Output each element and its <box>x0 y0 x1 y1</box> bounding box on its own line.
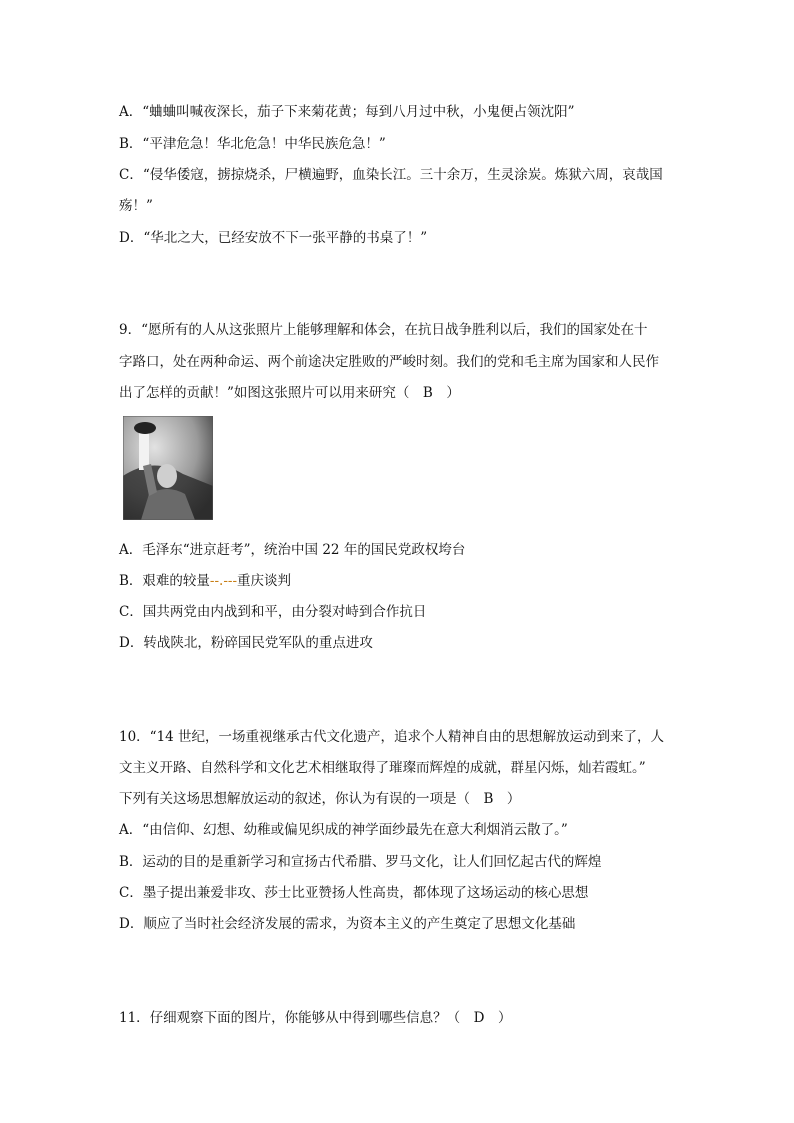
q10-option-b: B．运动的目的是重新学习和宣扬古代希腊、罗马文化，让人们回忆起古代的辉煌 <box>119 854 602 870</box>
q10-option-d: D．顺应了当时社会经济发展的需求，为资本主义的产生奠定了思想文化基础 <box>119 916 576 932</box>
q9-option-d: D．转战陕北，粉碎国民党军队的重点进攻 <box>119 635 373 651</box>
q11-stem: 11．仔细观察下面的图片，你能够从中得到哪些信息？（ D ） <box>119 1010 512 1026</box>
q8-option-d: D．“华北之大，已经安放不下一张平静的书桌了！” <box>119 230 428 246</box>
q10-option-c: C．墨子提出兼爱非攻、莎士比亚赞扬人性高贵，都体现了这场运动的核心思想 <box>119 885 589 901</box>
q10-stem-line2: 文主义开路、自然科学和文化艺术相继取得了璀璨而辉煌的成就，群星闪烁，灿若霞虹。” <box>119 760 646 776</box>
q8-option-a: A．“蛐蛐叫喊夜深长，茄子下来菊花黄；每到八月过中秋，小鬼便占领沈阳” <box>119 104 575 120</box>
q10-option-a: A．“由信仰、幻想、幼稚或偏见织成的神学面纱最先在意大利烟消云散了。” <box>119 822 568 838</box>
q9-option-b-dash: --.--- <box>209 573 238 589</box>
q9-option-c: C．国共两党由内战到和平，由分裂对峙到合作抗日 <box>119 604 427 620</box>
q8-option-c-line2: 殇！” <box>119 198 153 214</box>
photo-image <box>123 416 213 520</box>
q10-stem-line3: 下列有关这场思想解放运动的叙述，你认为有误的一项是（ B ） <box>119 791 521 807</box>
q9-stem-line1: 9．“愿所有的人从这张照片上能够理解和体会，在抗日战争胜利以后，我们的国家处在十 <box>119 322 648 338</box>
q8-option-b: B．“平津危急！华北危急！中华民族危急！” <box>119 136 386 152</box>
q9-option-b-topic: 重庆谈判 <box>237 573 292 589</box>
q9-option-b-label: B．艰难的较量 <box>119 573 210 589</box>
q9-option-b <box>119 572 291 590</box>
q10-stem-line1: 10．“14 世纪，一场重视继承古代文化遗产，追求个人精神自由的思想解放运动到来了，人 <box>119 729 665 745</box>
q9-option-a: A．毛泽东“进京赶考”，统治中国 22 年的国民党政权垮台 <box>119 542 466 558</box>
historical-photo <box>123 416 213 520</box>
q9-stem-line3: 出了怎样的贡献！”如图这张照片可以用来研究（ B ） <box>119 385 460 401</box>
q9-stem-line2: 字路口，处在两种命运、两个前途决定胜败的严峻时刻。我们的党和毛主席为国家和人民作 <box>119 354 659 370</box>
q8-option-c-line1: C．“侵华倭寇，掳掠烧杀，尸横遍野，血染长江。三十余万，生灵涂炭。炼狱六周，哀哉国 <box>119 167 663 183</box>
